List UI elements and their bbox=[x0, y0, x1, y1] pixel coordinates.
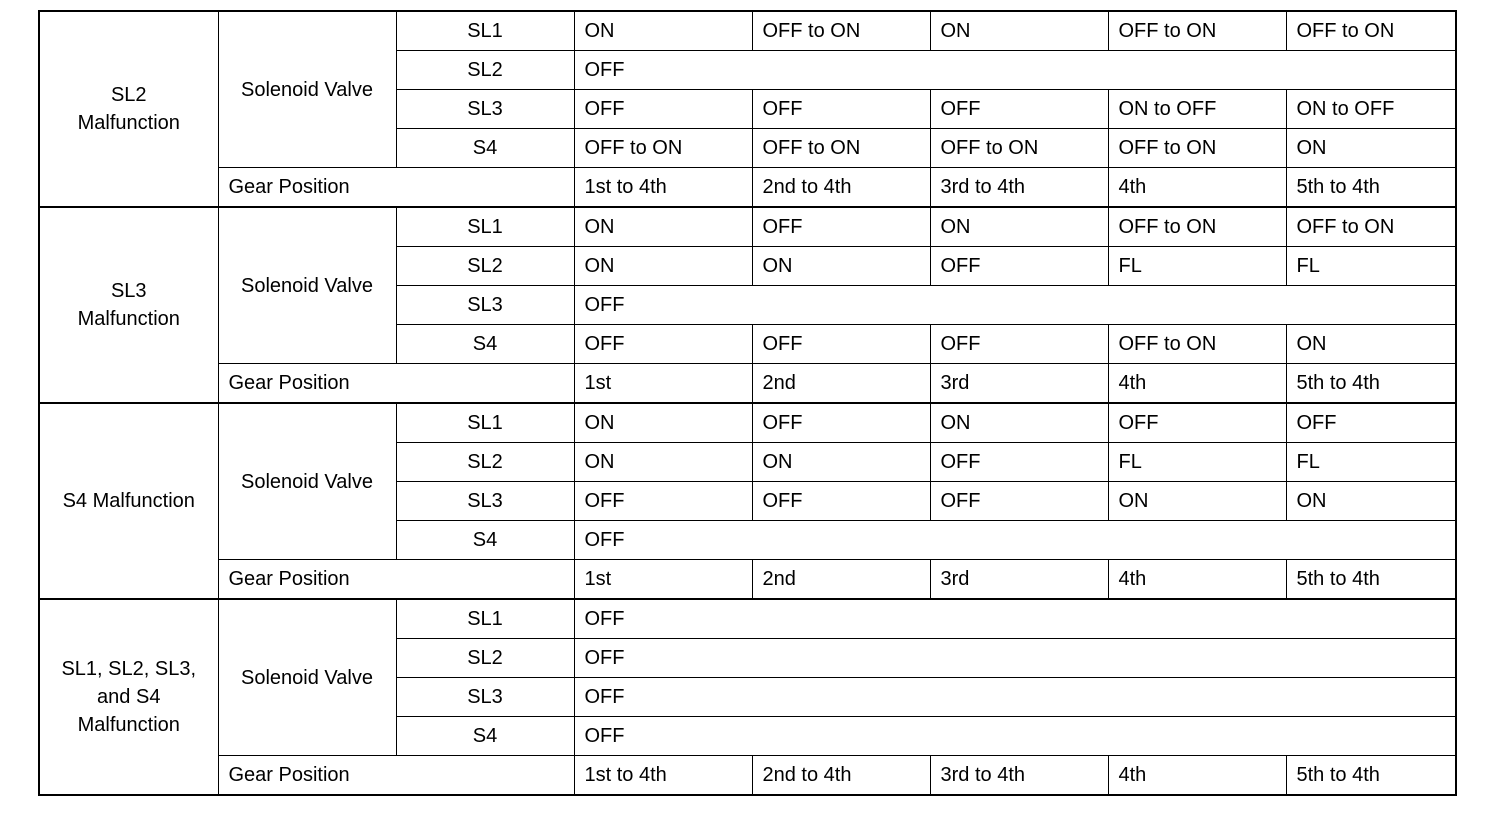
solenoid-state-cell: OFF to ON bbox=[752, 129, 930, 168]
solenoid-state-cell: OFF to ON bbox=[1108, 129, 1286, 168]
solenoid-name: SL1 bbox=[396, 11, 574, 51]
solenoid-state-cell: ON bbox=[574, 443, 752, 482]
gear-position-cell: 5th to 4th bbox=[1286, 560, 1456, 600]
solenoid-state-cell: ON bbox=[1286, 129, 1456, 168]
solenoid-name: SL3 bbox=[396, 90, 574, 129]
solenoid-state-cell: OFF bbox=[930, 325, 1108, 364]
solenoid-name: SL3 bbox=[396, 678, 574, 717]
malfunction-group-label: SL1, SL2, SL3, and S4 Malfunction bbox=[39, 599, 218, 795]
solenoid-state-cell: OFF bbox=[752, 325, 930, 364]
solenoid-name: SL1 bbox=[396, 207, 574, 247]
gear-position-cell: 3rd to 4th bbox=[930, 168, 1108, 208]
solenoid-state-cell: OFF bbox=[752, 207, 930, 247]
gear-position-cell: 4th bbox=[1108, 560, 1286, 600]
solenoid-state-cell: OFF bbox=[752, 90, 930, 129]
solenoid-state-cell: OFF bbox=[930, 247, 1108, 286]
gear-position-cell: 4th bbox=[1108, 364, 1286, 404]
solenoid-state-cell: ON bbox=[752, 247, 930, 286]
solenoid-state-cell: ON bbox=[1108, 482, 1286, 521]
solenoid-name: S4 bbox=[396, 717, 574, 756]
solenoid-valve-label: Solenoid Valve bbox=[218, 11, 396, 168]
solenoid-state-cell: ON bbox=[1286, 482, 1456, 521]
solenoid-state-cell: FL bbox=[1286, 443, 1456, 482]
solenoid-name: SL2 bbox=[396, 443, 574, 482]
solenoid-state-cell: FL bbox=[1286, 247, 1456, 286]
solenoid-state-cell: OFF bbox=[752, 482, 930, 521]
solenoid-state-cell: FL bbox=[1108, 247, 1286, 286]
gear-position-cell: 2nd to 4th bbox=[752, 756, 930, 796]
solenoid-state-cell: ON bbox=[574, 207, 752, 247]
gear-position-row bbox=[39, 364, 1456, 404]
malfunction-group-label: SL2 Malfunction bbox=[39, 11, 218, 207]
gear-position-cell: 3rd to 4th bbox=[930, 756, 1108, 796]
solenoid-state-cell: OFF bbox=[574, 639, 1456, 678]
gear-position-cell: 2nd bbox=[752, 364, 930, 404]
gear-position-cell: 2nd to 4th bbox=[752, 168, 930, 208]
solenoid-name: SL3 bbox=[396, 286, 574, 325]
gear-position-label: Gear Position bbox=[218, 560, 574, 600]
table-row bbox=[39, 403, 1456, 443]
solenoid-state-cell: OFF to ON bbox=[1286, 11, 1456, 51]
solenoid-state-cell: ON bbox=[752, 443, 930, 482]
solenoid-name: SL1 bbox=[396, 599, 574, 639]
solenoid-state-cell: OFF bbox=[930, 90, 1108, 129]
solenoid-state-cell: OFF bbox=[574, 90, 752, 129]
solenoid-state-cell: OFF bbox=[930, 482, 1108, 521]
solenoid-state-cell: OFF to ON bbox=[574, 129, 752, 168]
solenoid-name: SL2 bbox=[396, 51, 574, 90]
solenoid-valve-label: Solenoid Valve bbox=[218, 403, 396, 560]
solenoid-name: S4 bbox=[396, 129, 574, 168]
solenoid-name: SL2 bbox=[396, 639, 574, 678]
gear-position-cell: 4th bbox=[1108, 168, 1286, 208]
solenoid-state-cell: OFF bbox=[574, 482, 752, 521]
solenoid-name: S4 bbox=[396, 325, 574, 364]
solenoid-state-cell: OFF bbox=[574, 286, 1456, 325]
table-row bbox=[39, 599, 1456, 639]
solenoid-state-cell: ON bbox=[574, 11, 752, 51]
solenoid-state-cell: OFF bbox=[1286, 403, 1456, 443]
gear-position-cell: 2nd bbox=[752, 560, 930, 600]
solenoid-state-cell: OFF bbox=[574, 51, 1456, 90]
gear-position-row bbox=[39, 168, 1456, 208]
solenoid-state-cell: OFF bbox=[1108, 403, 1286, 443]
gear-position-cell: 3rd bbox=[930, 560, 1108, 600]
solenoid-state-cell: ON to OFF bbox=[1286, 90, 1456, 129]
solenoid-state-cell: ON bbox=[930, 11, 1108, 51]
solenoid-state-cell: OFF bbox=[574, 325, 752, 364]
gear-position-row bbox=[39, 756, 1456, 796]
solenoid-state-cell: OFF bbox=[574, 678, 1456, 717]
solenoid-state-cell: OFF to ON bbox=[1108, 207, 1286, 247]
solenoid-state-cell: OFF to ON bbox=[752, 11, 930, 51]
solenoid-state-cell: OFF to ON bbox=[1108, 11, 1286, 51]
solenoid-state-cell: OFF bbox=[574, 599, 1456, 639]
solenoid-name: SL1 bbox=[396, 403, 574, 443]
solenoid-valve-label: Solenoid Valve bbox=[218, 599, 396, 756]
gear-position-row bbox=[39, 560, 1456, 600]
solenoid-state-cell: OFF bbox=[752, 403, 930, 443]
table-row bbox=[39, 207, 1456, 247]
solenoid-valve-label: Solenoid Valve bbox=[218, 207, 396, 364]
gear-position-cell: 4th bbox=[1108, 756, 1286, 796]
solenoid-name: S4 bbox=[396, 521, 574, 560]
solenoid-state-cell: OFF bbox=[930, 443, 1108, 482]
solenoid-state-cell: OFF bbox=[574, 717, 1456, 756]
solenoid-state-cell: ON to OFF bbox=[1108, 90, 1286, 129]
solenoid-state-cell: OFF bbox=[574, 521, 1456, 560]
gear-position-cell: 5th to 4th bbox=[1286, 168, 1456, 208]
malfunction-group-label: SL3 Malfunction bbox=[39, 207, 218, 403]
gear-position-cell: 5th to 4th bbox=[1286, 364, 1456, 404]
solenoid-state-cell: ON bbox=[574, 403, 752, 443]
gear-position-cell: 1st bbox=[574, 560, 752, 600]
gear-position-label: Gear Position bbox=[218, 364, 574, 404]
solenoid-state-cell: OFF to ON bbox=[930, 129, 1108, 168]
table-row bbox=[39, 11, 1456, 51]
solenoid-state-cell: ON bbox=[1286, 325, 1456, 364]
solenoid-malfunction-table bbox=[38, 10, 1457, 796]
gear-position-cell: 3rd bbox=[930, 364, 1108, 404]
gear-position-label: Gear Position bbox=[218, 756, 574, 796]
solenoid-state-cell: FL bbox=[1108, 443, 1286, 482]
gear-position-cell: 1st to 4th bbox=[574, 756, 752, 796]
gear-position-cell: 1st to 4th bbox=[574, 168, 752, 208]
gear-position-label: Gear Position bbox=[218, 168, 574, 208]
solenoid-state-cell: OFF to ON bbox=[1286, 207, 1456, 247]
solenoid-name: SL3 bbox=[396, 482, 574, 521]
solenoid-state-cell: ON bbox=[930, 403, 1108, 443]
gear-position-cell: 5th to 4th bbox=[1286, 756, 1456, 796]
solenoid-name: SL2 bbox=[396, 247, 574, 286]
solenoid-state-cell: ON bbox=[930, 207, 1108, 247]
solenoid-state-cell: OFF to ON bbox=[1108, 325, 1286, 364]
gear-position-cell: 1st bbox=[574, 364, 752, 404]
malfunction-group-label: S4 Malfunction bbox=[39, 403, 218, 599]
solenoid-state-cell: ON bbox=[574, 247, 752, 286]
